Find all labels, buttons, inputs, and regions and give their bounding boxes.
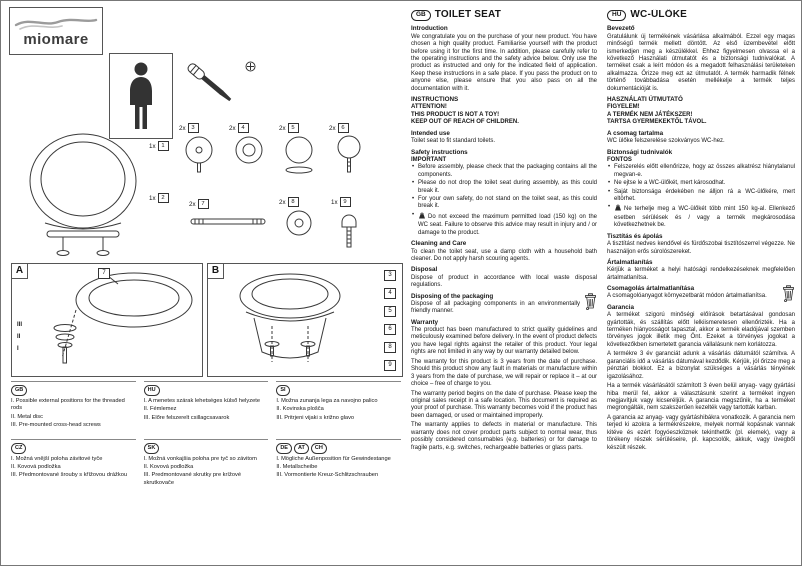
part-number: 9 bbox=[340, 197, 351, 207]
section-heading: Cleaning and Care bbox=[411, 240, 467, 248]
part-4-figure bbox=[229, 123, 269, 183]
section-paragraph: Dispose of product in accordance with local waste disposal regulations. bbox=[411, 274, 597, 289]
lang-badge-sk: SK bbox=[144, 443, 160, 454]
section-heading: HASZNÁLATI ÚTMUTATÓ bbox=[607, 96, 683, 104]
safety-bullet bbox=[418, 212, 597, 237]
hu-column-header bbox=[607, 9, 795, 21]
max-load-icon bbox=[614, 204, 622, 214]
callout-9: 9 bbox=[384, 360, 396, 371]
legend-line: III. Pritrjeni vijaki s križno glavo bbox=[276, 414, 355, 421]
section-heading: Intended use bbox=[411, 129, 450, 137]
section-paragraph: Toilet seat to fit standard toilets. bbox=[411, 138, 496, 145]
section-paragraph: WC ülőke felszerelése szokványos WC-hez. bbox=[607, 138, 725, 145]
part-qty: 2x bbox=[279, 198, 286, 206]
section-heading: Tisztítás és ápolás bbox=[607, 232, 663, 240]
part-number: 8 bbox=[288, 197, 299, 207]
warning-line: A TERMÉK NEM JÁTÉKSZER! bbox=[607, 111, 693, 118]
crosshead-icon bbox=[245, 59, 256, 77]
safety-bullet bbox=[614, 204, 795, 229]
section-heading: INSTRUCTIONS bbox=[411, 96, 459, 104]
brand-logo bbox=[9, 7, 103, 55]
lang-badge-cz: CZ bbox=[11, 443, 26, 454]
section-hasznalati-utmutato bbox=[607, 96, 795, 127]
section-heading: Bevezető bbox=[607, 25, 635, 33]
legend-line: I. Možná vonkajšia poloha pre tyč so závitom bbox=[143, 455, 257, 462]
section-paragraph: A termékre 3 év garanciát adunk a vásárlás dátumától számítva. A garanciális idő a vásárlás dátumával kezdődik. Kérjük, jól őrizze meg a pénztári blokkot. Ez a bizonylat szükséges a vásárlás tényének igazolásához. bbox=[607, 351, 795, 380]
section-packaging-disposal bbox=[411, 293, 597, 316]
part-qty: 2x bbox=[229, 124, 236, 132]
safety-bullet bbox=[418, 196, 597, 211]
legend-line: I. Možná vnější poloha závitové tyče bbox=[11, 455, 103, 462]
hu-column bbox=[607, 9, 795, 561]
callout-roman-i: I bbox=[17, 346, 19, 352]
hu-title: WC-ÜLŐKE bbox=[630, 9, 687, 20]
legend-de-at-ch bbox=[276, 439, 401, 489]
part-qty: 2x bbox=[279, 124, 286, 132]
legend-line: I. A menetes szárak lehetséges külső helyzete bbox=[143, 398, 260, 404]
part-qty: 2x bbox=[189, 200, 196, 208]
section-heading: Warranty bbox=[411, 318, 439, 326]
part-8-figure bbox=[279, 197, 319, 245]
section-paragraph: The product has been manufactured to strict quality guidelines and meticulously examined before delivery. In the event of product defects you have legal rights against the retailer of this product. Your legal rights are not limited in any way by our warranty detailed below. bbox=[411, 327, 597, 356]
section-artalmatlanitas bbox=[607, 259, 795, 282]
legend-line: II. Kovová podložka bbox=[143, 464, 194, 471]
section-cleaning bbox=[411, 240, 597, 263]
section-heading: Biztonsági tudnivalók bbox=[607, 148, 673, 156]
panel-b-label: B bbox=[208, 264, 224, 279]
bullet-text: Felszerelés előtt ellenőrizze, hogy az összes alkatrész hiánytalanul megvan-e. bbox=[614, 164, 795, 178]
callout-7: 7 bbox=[98, 268, 110, 279]
logo-wave-icon bbox=[14, 14, 98, 30]
gb-column bbox=[411, 9, 597, 561]
assembly-step-b bbox=[207, 263, 403, 377]
legend-line: I. Possible external positions for the threaded rods bbox=[11, 398, 125, 412]
safety-bullet bbox=[614, 164, 795, 179]
legend-line: II. Kovová podložka bbox=[11, 464, 61, 471]
part-number: 2 bbox=[158, 193, 169, 203]
warning-line: THIS PRODUCT IS NOT A TOY! bbox=[411, 111, 500, 118]
panel-a-label: A bbox=[12, 264, 28, 279]
legend-line: I. Možna zunanja lega za navojno palico bbox=[276, 398, 378, 404]
panel-a-drawing bbox=[12, 264, 200, 374]
section-paragraph: A garancia az anyag- vagy gyártáshibákra vonatkozik. A garancia nem terjed ki azokra a termékrészekre, melyek normál kopásnak vannak kitéve és ezért fogyóeszköznek tekinthetők (pl. elemek), vagy a törékeny részek sérüléseire, pl. kapcsolók, akkuk, vagy üvegből készült részek. bbox=[607, 414, 795, 451]
toilet-seat-figure bbox=[23, 131, 149, 264]
part-qty: 2x bbox=[179, 124, 186, 132]
lang-badge-gb: GB bbox=[11, 385, 27, 396]
gb-title: TOILET SEAT bbox=[434, 9, 502, 20]
section-paragraph: Gratulálunk új termékének vásárlása alkalmából. Ezzel egy magas minőségű termék mellett döntött. Az első üzembevétel előtt ismerkedjen meg a készülékkel. Ehhez figyelmesen olvassa el a következő Használati útmutatót és a biztonsági tudnivalókat. A terméket csak a leírt módon és a megadott felhasználási területeken alkalmazza. Őrizze meg ezt az útmutatót. A termék harmadik félnek történő továbbadása esetén mellékelje a termék teljes dokumentációját is. bbox=[607, 33, 795, 92]
part-qty: 2x bbox=[329, 124, 336, 132]
legend-line: I. Mögliche Außenposition für Gewindestange bbox=[276, 455, 391, 462]
parts-legend bbox=[11, 381, 401, 488]
part-number: 6 bbox=[338, 123, 349, 133]
section-paragraph: A terméket szigorú minőségi előírások betartásával gondosan gyártották, és szállítás előtt lelkiismeretesen ellenőrizték. Ha a terméken hiányosságot tapasztal, akkor a termék eladójával szemben törvényes jogok illetik meg Önt. Ezeket a törvényes jogokat a következőkben ismertetett garancia vállalásunk nem korlátozza. bbox=[607, 312, 795, 348]
safety-bullet-list bbox=[411, 164, 597, 237]
warning-line: KEEP OUT OF REACH OF CHILDREN. bbox=[411, 119, 519, 126]
warning-line: ATTENTION! bbox=[411, 104, 447, 111]
section-paragraph: Dispose of all packaging components in an environmentally friendly manner. bbox=[411, 300, 580, 315]
section-heading: Disposal bbox=[411, 266, 438, 274]
callout-roman-iii: III bbox=[17, 322, 23, 328]
max-load-icon bbox=[418, 212, 426, 222]
section-paragraph: The warranty for this product is 3 years from the date of purchase. Should this product show any fault in materials or manufacture within 3 years from the date of purchase, we will repair or replace it – at our choice – free of charge to you. bbox=[411, 358, 597, 388]
legend-hu bbox=[144, 381, 269, 431]
section-warranty bbox=[411, 319, 597, 452]
section-heading: Disposing of the packaging bbox=[411, 292, 494, 300]
panel-b-drawing bbox=[208, 264, 400, 374]
section-csomagolas-artalmatlanitasa bbox=[607, 285, 795, 301]
legend-gb bbox=[11, 381, 136, 431]
legend-line: III. Předmontované šrouby s křížovou drážkou bbox=[11, 472, 128, 479]
part-qty: 1x bbox=[149, 142, 156, 150]
safety-bullet bbox=[418, 180, 597, 195]
callout-6: 6 bbox=[384, 324, 396, 335]
section-introduction bbox=[411, 25, 597, 93]
gb-column-header bbox=[411, 9, 597, 21]
section-csomag-tartalma bbox=[607, 130, 795, 146]
bullet-text: Before assembly, please check that the packaging contains all the components. bbox=[418, 164, 597, 178]
lang-badge-de: DE bbox=[276, 443, 292, 454]
section-heading: Csomagolás ártalmatlanítása bbox=[607, 285, 695, 293]
section-intended-use bbox=[411, 130, 597, 146]
screwdriver-icon bbox=[179, 53, 241, 118]
section-bevezeto bbox=[607, 25, 795, 93]
safety-bullet bbox=[418, 164, 597, 179]
section-heading: Introduction bbox=[411, 25, 448, 33]
section-heading: Ártalmatlanítás bbox=[607, 258, 653, 266]
part-number: 4 bbox=[238, 123, 249, 133]
hu-lang-badge: HU bbox=[607, 10, 626, 21]
part-qty: 1x bbox=[149, 194, 156, 202]
part-6-figure bbox=[329, 123, 369, 183]
section-paragraph: We congratulate you on the purchase of your new product. You have chosen a high quality product. Familiarise yourself with the product before using it for the first time. In addition, please carefully refer to the operating instructions and the safety advice below. Only use the product as instructed and only for the indicated field of application. Keep these instructions in a safe place. If you pass the product on to anyone else, please ensure that you also pass on all the documentation with it. bbox=[411, 33, 597, 92]
section-heading: Garancia bbox=[607, 303, 634, 311]
bullet-text: For your own safety, do not stand on the toilet seat, as this could break it. bbox=[418, 196, 597, 210]
section-safety bbox=[411, 149, 597, 238]
section-subheading: IMPORTANT bbox=[411, 156, 447, 163]
legend-line: III. Predmontované skrutky pre krížové skrutkovače bbox=[143, 472, 242, 486]
legend-line: III. Előre felszerelt csillagcsavarok bbox=[143, 414, 230, 421]
legend-sk bbox=[144, 439, 269, 489]
section-paragraph: A tisztítást nedves kendővel és fürdőszobai tisztítószerrel végezze. Ne használjon erős súrolószereket. bbox=[607, 241, 795, 255]
legend-line: III. Vormontierte Kreuz-Schlitzschrauben bbox=[276, 472, 379, 479]
part-3-figure bbox=[179, 123, 219, 183]
lang-badge-ch: CH bbox=[311, 443, 327, 454]
section-disposal bbox=[411, 266, 597, 289]
callout-4: 4 bbox=[384, 288, 396, 299]
callout-roman-ii: II bbox=[17, 334, 21, 340]
legend-line: II. Fémlemez bbox=[143, 406, 177, 413]
section-paragraph: The warranty period begins on the date of purchase. Please keep the original sales receipt in a safe location. This document is required as your proof of purchase. This warranty becomes void if the product has been damaged, or used or maintained improperly. bbox=[411, 390, 597, 419]
legend-si bbox=[276, 381, 401, 431]
callout-5: 5 bbox=[384, 306, 396, 317]
callout-3: 3 bbox=[384, 270, 396, 281]
safety-bullet bbox=[614, 189, 795, 204]
recycling-bin-icon bbox=[782, 285, 795, 305]
section-paragraph: A csomagolóanyagot környezetbarát módon ártalmatlanítsa. bbox=[607, 293, 767, 300]
warning-line: FIGYELEM! bbox=[607, 104, 640, 111]
brand-logo-text: miomare bbox=[23, 31, 89, 48]
bullet-text: Ne ejtse le a WC-ülőkét, mert károsodhat. bbox=[614, 180, 726, 187]
legend-cz bbox=[11, 439, 136, 489]
legend-line: II. Metal disc bbox=[11, 413, 43, 420]
lang-badge-hu: HU bbox=[144, 385, 160, 396]
part-7-figure bbox=[189, 199, 269, 239]
section-instructions bbox=[411, 96, 597, 127]
bullet-text: Please do not drop the toilet seat during assembly, as this could break it. bbox=[418, 180, 597, 194]
section-heading: A csomag tartalma bbox=[607, 129, 664, 137]
part-9-figure bbox=[331, 197, 367, 259]
bullet-text: Do not exceed the maximum permitted load (150 kg) on the WC seat. Failure to observe this advice may result in injury and / or damage to the product. bbox=[418, 213, 597, 236]
part-number: 3 bbox=[188, 123, 199, 133]
safety-bullet-list bbox=[607, 164, 795, 230]
legend-line: II. Kovinska plošča bbox=[276, 406, 324, 413]
recycling-bin-icon bbox=[584, 293, 597, 313]
lang-badge-si: SI bbox=[276, 385, 289, 396]
section-paragraph: Kérjük a terméket a helyi hatósági rendelkezéseknek megfelelően ártalmatlanítsa. bbox=[607, 267, 795, 281]
part-2-label bbox=[149, 193, 169, 204]
section-heading: Safety instructions bbox=[411, 148, 468, 156]
safety-bullet bbox=[614, 180, 795, 187]
part-number: 7 bbox=[198, 199, 209, 209]
assembly-diagram-area bbox=[9, 7, 403, 561]
lang-badge-at: AT bbox=[294, 443, 309, 454]
part-5-figure bbox=[279, 123, 319, 183]
callout-8: 8 bbox=[384, 342, 396, 353]
person-pictogram bbox=[109, 53, 173, 139]
section-paragraph: Ha a termék vásárlásától számított 3 éven belül anyag- vagy gyártási hiba merül fel, akkor a választásunk szerint a terméket ingyen megjavítjuk vagy kicseréljük. A garancia megszűnik, ha a terméket megrongálták, nem szakszerűen kezelték vagy tartották karban. bbox=[607, 383, 795, 412]
assembly-step-a bbox=[11, 263, 203, 377]
bullet-text: Saját biztonsága érdekében ne álljon rá a WC-ülőkére, mert eltörhet. bbox=[614, 188, 795, 203]
section-subheading: FONTOS bbox=[607, 156, 632, 163]
section-tisztitas bbox=[607, 233, 795, 256]
section-biztonsagi bbox=[607, 149, 795, 230]
legend-line: III. Pre-mounted cross-head screws bbox=[11, 422, 101, 429]
warning-line: TARTSA GYERMEKEKTŐL TÁVOL. bbox=[607, 119, 707, 126]
section-garancia bbox=[607, 304, 795, 452]
section-paragraph: The warranty applies to defects in material or manufacture. This warranty does not cover product parts subject to normal wear, thus possibly considered consumables (e.g. batteries) or for damage to fragile parts, e.g. switches, rechargeable batteries or glass parts. bbox=[411, 422, 597, 451]
bullet-text: Ne terhelje meg a WC-ülőkét több mint 150 kg-al. Ellenkező esetben sérülések és / vagy a termék megkárosodása következhetnek be. bbox=[614, 206, 795, 229]
legend-line: II. Metallscheibe bbox=[276, 464, 318, 471]
section-paragraph: To clean the toilet seat, use a damp cloth with a household bath cleaner. Do not apply harsh scouring agents. bbox=[411, 248, 597, 262]
part-number: 5 bbox=[288, 123, 299, 133]
part-number: 1 bbox=[158, 141, 169, 151]
part-1-label bbox=[149, 141, 169, 152]
gb-lang-badge: GB bbox=[411, 10, 431, 21]
person-icon bbox=[116, 59, 166, 133]
part-qty: 1x bbox=[331, 198, 338, 206]
